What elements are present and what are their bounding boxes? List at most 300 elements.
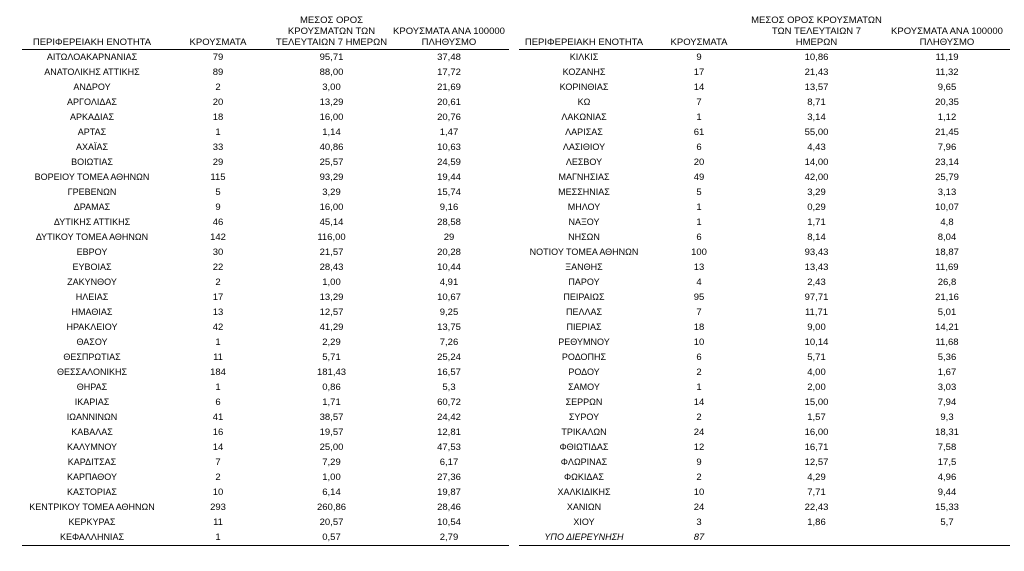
cell-cases-per-100k: 20,28 [437, 247, 461, 258]
cell-7day-average: 7,71 [807, 487, 826, 498]
cell-cases: 42 [212, 322, 224, 333]
cell-7day-average: 0,29 [807, 202, 826, 213]
cell-7day-average: 3,00 [322, 82, 341, 93]
cell-cases-per-100k: 47,53 [437, 442, 461, 453]
cell-cases: 79 [212, 52, 224, 63]
cell-cases-per-100k: 20,76 [437, 112, 461, 123]
cell-regional-unit: ΚΑΡΠΑΘΟΥ [66, 472, 118, 482]
cell-cases-per-100k: 7,96 [937, 142, 957, 153]
cell-7day-average: 95,71 [319, 52, 344, 63]
cell-cases: 29 [212, 157, 224, 168]
cell-7day-average: 20,57 [319, 517, 344, 528]
cell-regional-unit: ΒΟΡΕΙΟΥ ΤΟΜΕΑ ΑΘΗΝΩΝ [34, 172, 150, 182]
table-row [519, 290, 1010, 305]
cell-cases-per-100k: 26,8 [937, 277, 957, 288]
cell-cases-per-100k: 4,8 [940, 217, 954, 228]
cell-7day-average: 15,00 [804, 397, 829, 408]
cell-7day-average: 93,43 [804, 247, 829, 258]
table-row [519, 275, 1010, 290]
cell-regional-unit: ΡΟΔΟΠΗΣ [561, 352, 607, 362]
cell-regional-unit: ΚΟΖΑΝΗΣ [562, 67, 606, 77]
cell-cases-per-100k: 18,31 [935, 427, 959, 438]
table-row [519, 305, 1010, 320]
cell-cases-per-100k: 20,35 [935, 97, 959, 108]
cell-cases: 6 [696, 232, 702, 243]
cell-cases: 7 [215, 457, 221, 468]
header-7day-average: ΜΕΣΟΣ ΟΡΟΣ ΚΡΟΥΣΜΑΤΩΝ ΤΩΝ ΤΕΛΕΥΤΑΙΩΝ 7 ΗΜΕΡΩΝ [275, 15, 388, 48]
table-row [22, 80, 509, 95]
table-row [519, 410, 1010, 425]
table-row [519, 170, 1010, 185]
cell-cases: 18 [693, 322, 705, 333]
cell-regional-unit: ΓΡΕΒΕΝΩΝ [67, 187, 117, 197]
cell-regional-unit: ΡΟΔΟΥ [568, 367, 600, 377]
cell-regional-unit: ΚΕΦΑΛΛΗΝΙΑΣ [59, 532, 125, 542]
cell-regional-unit: ΕΒΡΟΥ [76, 247, 108, 257]
cell-cases: 20 [693, 157, 705, 168]
header-row [519, 8, 1010, 50]
cell-regional-unit: ΚΩ [577, 97, 591, 107]
cell-cases: 6 [696, 142, 702, 153]
table-row [519, 140, 1010, 155]
cell-cases-per-100k: 14,21 [935, 322, 959, 333]
table-row [519, 500, 1010, 515]
cell-cases-per-100k: 21,69 [437, 82, 461, 93]
cell-regional-unit: ΗΡΑΚΛΕΙΟΥ [66, 322, 118, 332]
table-row [22, 410, 509, 425]
cell-cases-per-100k: 37,48 [437, 52, 461, 63]
table-row [22, 200, 509, 215]
cell-7day-average: 9,00 [807, 322, 826, 333]
cell-regional-unit: ΧΑΛΚΙΔΙΚΗΣ [557, 487, 611, 497]
cell-cases-per-100k: 24,59 [437, 157, 461, 168]
cell-cases-per-100k: 1,12 [937, 112, 957, 123]
cell-cases-per-100k: 10,07 [935, 202, 959, 213]
cell-cases-per-100k: 10,67 [437, 292, 461, 303]
table-row [22, 425, 509, 440]
cell-7day-average: 97,71 [804, 292, 829, 303]
cell-7day-average: 0,86 [322, 382, 341, 393]
cell-cases-per-100k: 11,19 [935, 52, 959, 63]
cell-cases: 17 [693, 67, 705, 78]
table-row [519, 365, 1010, 380]
table-row [519, 395, 1010, 410]
table-row [519, 440, 1010, 455]
table-row [519, 125, 1010, 140]
cell-cases: 13 [693, 262, 705, 273]
table-body-right [519, 50, 1010, 546]
cell-7day-average: 4,29 [807, 472, 826, 483]
cell-regional-unit: ΝΑΞΟΥ [568, 217, 600, 227]
table-row [22, 515, 509, 530]
cell-cases: 24 [693, 427, 705, 438]
cell-regional-unit: ΦΛΩΡΙΝΑΣ [560, 457, 608, 467]
cell-regional-unit: ΠΕΛΛΑΣ [565, 307, 603, 317]
cell-regional-unit: ΑΝΔΡΟΥ [73, 82, 111, 92]
cell-cases-per-100k: 9,65 [937, 82, 957, 93]
cell-cases: 7 [696, 97, 702, 108]
cell-cases: 2 [696, 472, 702, 483]
cell-cases-per-100k: 4,91 [439, 277, 459, 288]
cell-regional-unit: ΝΟΤΙΟΥ ΤΟΜΕΑ ΑΘΗΝΩΝ [529, 247, 639, 257]
cell-cases-per-100k: 5,01 [937, 307, 957, 318]
cell-regional-unit: ΝΗΣΩΝ [568, 232, 600, 242]
cell-cases: 7 [696, 307, 702, 318]
cell-cases: 13 [212, 307, 224, 318]
cell-regional-unit: ΔΥΤΙΚΟΥ ΤΟΜΕΑ ΑΘΗΝΩΝ [35, 232, 149, 242]
cell-cases-per-100k: 11,69 [935, 262, 959, 273]
cell-cases-per-100k: 9,16 [439, 202, 459, 213]
cell-cases-per-100k: 16,57 [437, 367, 461, 378]
cell-7day-average: 2,29 [322, 337, 341, 348]
cell-7day-average: 42,00 [804, 172, 829, 183]
cell-7day-average: 93,29 [319, 172, 344, 183]
cell-regional-unit: ΜΗΛΟΥ [567, 202, 601, 212]
cell-regional-unit: ΠΙΕΡΙΑΣ [566, 322, 602, 332]
cell-7day-average: 0,57 [322, 532, 341, 543]
cell-cases: 1 [215, 337, 221, 348]
cell-cases-per-100k: 19,87 [437, 487, 461, 498]
table-row [519, 350, 1010, 365]
cell-regional-unit: ΑΝΑΤΟΛΙΚΗΣ ΑΤΤΙΚΗΣ [44, 67, 140, 77]
cell-regional-unit: ΜΕΣΣΗΝΙΑΣ [558, 187, 610, 197]
table-row [519, 470, 1010, 485]
cell-cases-per-100k: 15,74 [437, 187, 461, 198]
cell-cases: 1 [696, 202, 702, 213]
table-row [22, 335, 509, 350]
cell-7day-average: 41,29 [319, 322, 344, 333]
cell-7day-average: 55,00 [804, 127, 829, 138]
cell-cases-per-100k: 9,44 [937, 487, 957, 498]
cell-cases: 2 [215, 472, 221, 483]
cell-cases-per-100k: 24,42 [437, 412, 461, 423]
table-row [22, 245, 509, 260]
cell-regional-unit: ΗΛΕΙΑΣ [75, 292, 109, 302]
cell-regional-unit: ΤΡΙΚΑΛΩΝ [561, 427, 607, 437]
cell-7day-average: 21,43 [804, 67, 829, 78]
cell-cases: 293 [210, 502, 226, 513]
cell-7day-average: 3,29 [807, 187, 826, 198]
cell-7day-average: 7,29 [322, 457, 341, 468]
table-row [22, 185, 509, 200]
table-row [22, 50, 509, 66]
cell-7day-average: 13,57 [804, 82, 829, 93]
cell-cases: 2 [696, 367, 702, 378]
cell-7day-average: 5,71 [322, 352, 341, 363]
cell-cases-per-100k: 28,46 [437, 502, 461, 513]
table-row [22, 140, 509, 155]
cell-cases-per-100k: 20,61 [437, 97, 461, 108]
table-row [519, 380, 1010, 395]
table-row [22, 455, 509, 470]
cell-regional-unit: ΦΘΙΩΤΙΔΑΣ [559, 442, 609, 452]
cell-cases: 10 [693, 337, 705, 348]
cell-cases-per-100k: 12,81 [437, 427, 461, 438]
cell-cases: 5 [215, 187, 221, 198]
cell-regional-unit: ΣΥΡΟΥ [568, 412, 600, 422]
cell-cases-per-100k: 10,63 [437, 142, 461, 153]
cell-regional-unit: ΑΡΚΑΔΙΑΣ [69, 112, 115, 122]
table-row [22, 365, 509, 380]
table-row [22, 290, 509, 305]
table-row [22, 125, 509, 140]
cell-regional-unit: ΘΗΡΑΣ [76, 382, 108, 392]
table-row [519, 215, 1010, 230]
cell-regional-unit: ΚΑΛΥΜΝΟΥ [66, 442, 118, 452]
cell-regional-unit: ΘΑΣΟΥ [76, 337, 108, 347]
cell-cases: 100 [691, 247, 707, 258]
table-row [519, 515, 1010, 530]
header-row [22, 8, 509, 50]
cell-regional-unit: ΙΩΑΝΝΙΝΩΝ [66, 412, 118, 422]
cell-7day-average: 88,00 [319, 67, 344, 78]
cell-7day-average: 116,00 [317, 232, 346, 243]
cell-cases: 87 [693, 532, 705, 543]
table-row [519, 335, 1010, 350]
cell-cases: 95 [693, 292, 705, 303]
cell-7day-average: 38,57 [319, 412, 344, 423]
cell-regional-unit: ΚΑΣΤΟΡΙΑΣ [67, 487, 117, 497]
cell-7day-average: 8,71 [807, 97, 826, 108]
cell-7day-average: 16,00 [319, 202, 344, 213]
table-row [519, 110, 1010, 125]
cell-cases-per-100k: 3,13 [937, 187, 957, 198]
table-row [519, 455, 1010, 470]
header-cases: ΚΡΟΥΣΜΑΤΑ [189, 37, 247, 48]
header-regional-unit: ΠΕΡΙΦΕΡΕΙΑΚΗ ΕΝΟΤΗΤΑ [32, 37, 152, 48]
cell-regional-unit: ΚΑΒΑΛΑΣ [71, 427, 113, 437]
cell-cases-per-100k: 17,72 [437, 67, 461, 78]
cell-cases: 33 [212, 142, 224, 153]
cell-cases: 11 [213, 517, 223, 528]
cell-cases-per-100k: 5,3 [442, 382, 456, 393]
table-row [22, 500, 509, 515]
cell-7day-average: 45,14 [319, 217, 344, 228]
cell-cases: 46 [212, 217, 224, 228]
cell-regional-unit: ΙΚΑΡΙΑΣ [74, 397, 110, 407]
cell-regional-unit: ΘΕΣΠΡΩΤΙΑΣ [63, 352, 121, 362]
cell-regional-unit: ΥΠΟ ΔΙΕΡΕΥΝΗΣΗ [544, 532, 624, 542]
cell-regional-unit: ΑΙΤΩΛΟΑΚΑΡΝΑΝΙΑΣ [46, 52, 138, 62]
cell-cases-per-100k: 11,68 [935, 337, 959, 348]
cell-cases-per-100k: 7,94 [937, 397, 957, 408]
cell-cases: 17 [212, 292, 224, 303]
cell-cases: 9 [696, 457, 702, 468]
cell-regional-unit: ΚΙΛΚΙΣ [569, 52, 599, 62]
cell-regional-unit: ΑΧΑΪΑΣ [75, 142, 109, 152]
cell-cases-per-100k: 27,36 [437, 472, 461, 483]
cell-7day-average: 25,00 [319, 442, 344, 453]
table-row [519, 80, 1010, 95]
cases-table-right [519, 8, 1010, 546]
cell-cases: 2 [215, 82, 221, 93]
cell-cases: 6 [215, 397, 221, 408]
table-row [22, 260, 509, 275]
table-row [22, 440, 509, 455]
table-row [22, 530, 509, 546]
cell-7day-average: 6,14 [322, 487, 341, 498]
cell-7day-average: 19,57 [319, 427, 344, 438]
header-cases: ΚΡΟΥΣΜΑΤΑ [670, 37, 728, 48]
table-row [519, 245, 1010, 260]
table-row [22, 110, 509, 125]
cell-7day-average: 1,71 [807, 217, 826, 228]
cell-regional-unit: ΘΕΣΣΑΛΟΝΙΚΗΣ [56, 367, 128, 377]
cell-cases: 2 [215, 277, 221, 288]
cell-7day-average: 4,43 [807, 142, 826, 153]
cell-regional-unit: ΛΕΣΒΟΥ [565, 157, 603, 167]
cell-7day-average: 1,71 [322, 397, 341, 408]
cell-cases: 6 [696, 352, 702, 363]
cases-table-left [22, 8, 509, 546]
table-row [519, 530, 1010, 546]
cell-cases: 49 [693, 172, 705, 183]
cell-regional-unit: ΛΑΣΙΘΙΟΥ [562, 142, 606, 152]
cell-cases: 4 [696, 277, 702, 288]
cell-7day-average: 12,57 [804, 457, 829, 468]
cell-cases: 12 [693, 442, 705, 453]
cell-cases: 18 [212, 112, 224, 123]
cell-regional-unit: ΠΕΙΡΑΙΩΣ [563, 292, 605, 302]
cell-7day-average: 5,71 [807, 352, 826, 363]
cell-cases-per-100k: 9,25 [439, 307, 459, 318]
cell-cases-per-100k: 25,24 [437, 352, 461, 363]
cell-regional-unit: ΚΑΡΔΙΤΣΑΣ [67, 457, 117, 467]
cell-cases: 2 [696, 412, 702, 423]
cell-cases: 1 [696, 217, 702, 228]
cell-7day-average: 14,00 [804, 157, 829, 168]
cell-7day-average: 3,29 [322, 187, 341, 198]
cell-7day-average: 13,29 [319, 97, 344, 108]
cell-cases: 24 [693, 502, 705, 513]
cell-regional-unit: ΚΕΝΤΡΙΚΟΥ ΤΟΜΕΑ ΑΘΗΝΩΝ [29, 502, 155, 512]
table-row [519, 95, 1010, 110]
cell-7day-average: 8,14 [807, 232, 826, 243]
cell-7day-average: 40,86 [319, 142, 344, 153]
cell-regional-unit: ΣΕΡΡΩΝ [565, 397, 603, 407]
cell-cases-per-100k: 3,03 [937, 382, 957, 393]
cell-regional-unit: ΡΕΘΥΜΝΟΥ [558, 337, 610, 347]
table-row [22, 485, 509, 500]
cell-cases-per-100k: 1,67 [937, 367, 957, 378]
table-row [22, 380, 509, 395]
table-row [519, 155, 1010, 170]
cell-cases-per-100k: 25,79 [935, 172, 959, 183]
table-row [519, 425, 1010, 440]
cell-regional-unit: ΚΟΡΙΝΘΙΑΣ [559, 82, 609, 92]
cell-cases: 10 [212, 487, 224, 498]
table-row [22, 215, 509, 230]
table-row [519, 230, 1010, 245]
cell-regional-unit: ΕΥΒΟΙΑΣ [72, 262, 112, 272]
table-row [519, 185, 1010, 200]
cell-cases: 142 [210, 232, 226, 243]
table-row [519, 200, 1010, 215]
cell-cases-per-100k: 11,32 [935, 67, 959, 78]
cell-cases: 115 [210, 172, 226, 183]
cell-7day-average: 3,14 [807, 112, 826, 123]
cell-cases-per-100k: 8,04 [937, 232, 957, 243]
cell-cases-per-100k: 19,44 [437, 172, 461, 183]
cell-7day-average: 16,00 [319, 112, 344, 123]
table-row [22, 170, 509, 185]
cell-7day-average: 13,29 [319, 292, 344, 303]
cell-regional-unit: ΚΕΡΚΥΡΑΣ [68, 517, 116, 527]
cell-7day-average: 13,43 [804, 262, 829, 273]
cell-7day-average: 1,14 [322, 127, 341, 138]
table-row [22, 470, 509, 485]
cell-regional-unit: ΠΑΡΟΥ [568, 277, 600, 287]
cell-cases-per-100k: 4,96 [937, 472, 957, 483]
table-row [22, 275, 509, 290]
cell-regional-unit: ΛΑΡΙΣΑΣ [565, 127, 603, 137]
cell-cases: 89 [212, 67, 224, 78]
table-row [22, 230, 509, 245]
table-body-left [22, 50, 509, 546]
cell-7day-average: 4,00 [807, 367, 826, 378]
table-row [22, 155, 509, 170]
cell-regional-unit: ΔΥΤΙΚΗΣ ΑΤΤΙΚΗΣ [53, 217, 131, 227]
table-row [22, 305, 509, 320]
header-cases-per-100k: ΚΡΟΥΣΜΑΤΑ ΑΝΑ 100000 ΠΛΗΘΥΣΜΟ [891, 26, 1003, 48]
cell-cases: 1 [215, 532, 221, 543]
cell-7day-average: 2,00 [807, 382, 826, 393]
cell-cases: 1 [215, 382, 221, 393]
table-row [22, 320, 509, 335]
cell-7day-average: 10,14 [804, 337, 829, 348]
table-row [519, 320, 1010, 335]
cell-cases-per-100k: 18,87 [935, 247, 959, 258]
cell-cases-per-100k: 7,58 [937, 442, 957, 453]
cell-cases-per-100k: 5,36 [937, 352, 957, 363]
cell-cases-per-100k: 21,45 [935, 127, 959, 138]
cell-cases-per-100k [884, 530, 1010, 546]
cell-regional-unit: ΛΑΚΩΝΙΑΣ [561, 112, 607, 122]
table-row [519, 65, 1010, 80]
cell-7day-average: 22,43 [804, 502, 829, 513]
cell-cases-per-100k: 1,47 [439, 127, 459, 138]
cell-regional-unit: ΑΡΤΑΣ [77, 127, 107, 137]
cell-cases: 14 [212, 442, 224, 453]
cell-7day-average: 16,71 [804, 442, 829, 453]
header-cases-per-100k: ΚΡΟΥΣΜΑΤΑ ΑΝΑ 100000 ΠΛΗΘΥΣΜΟ [393, 26, 505, 48]
cell-cases: 16 [212, 427, 224, 438]
cell-regional-unit: ΣΑΜΟΥ [568, 382, 600, 392]
cell-regional-unit: ΜΑΓΝΗΣΙΑΣ [558, 172, 610, 182]
cell-cases: 41 [212, 412, 224, 423]
cell-7day-average: 1,86 [807, 517, 826, 528]
cell-regional-unit: ΒΟΙΩΤΙΑΣ [71, 157, 113, 167]
table-row [22, 350, 509, 365]
cell-7day-average: 1,00 [322, 472, 341, 483]
cell-cases-per-100k: 23,14 [935, 157, 959, 168]
cell-cases: 10 [693, 487, 705, 498]
cell-regional-unit: ΑΡΓΟΛΙΔΑΣ [67, 97, 117, 107]
cell-regional-unit: ΦΩΚΙΔΑΣ [564, 472, 604, 482]
cell-7day-average: 260,86 [316, 502, 347, 513]
cell-cases: 9 [215, 202, 221, 213]
table-row [22, 95, 509, 110]
cell-cases-per-100k: 10,54 [437, 517, 461, 528]
cell-7day-average: 10,86 [804, 52, 829, 63]
cell-regional-unit: ΧΑΝΙΩΝ [566, 502, 602, 512]
cell-cases: 61 [693, 127, 705, 138]
cell-cases: 184 [210, 367, 226, 378]
cell-7day-average: 2,43 [807, 277, 826, 288]
cell-cases: 3 [696, 517, 702, 528]
table-row [22, 395, 509, 410]
cell-cases-per-100k: 7,26 [439, 337, 459, 348]
